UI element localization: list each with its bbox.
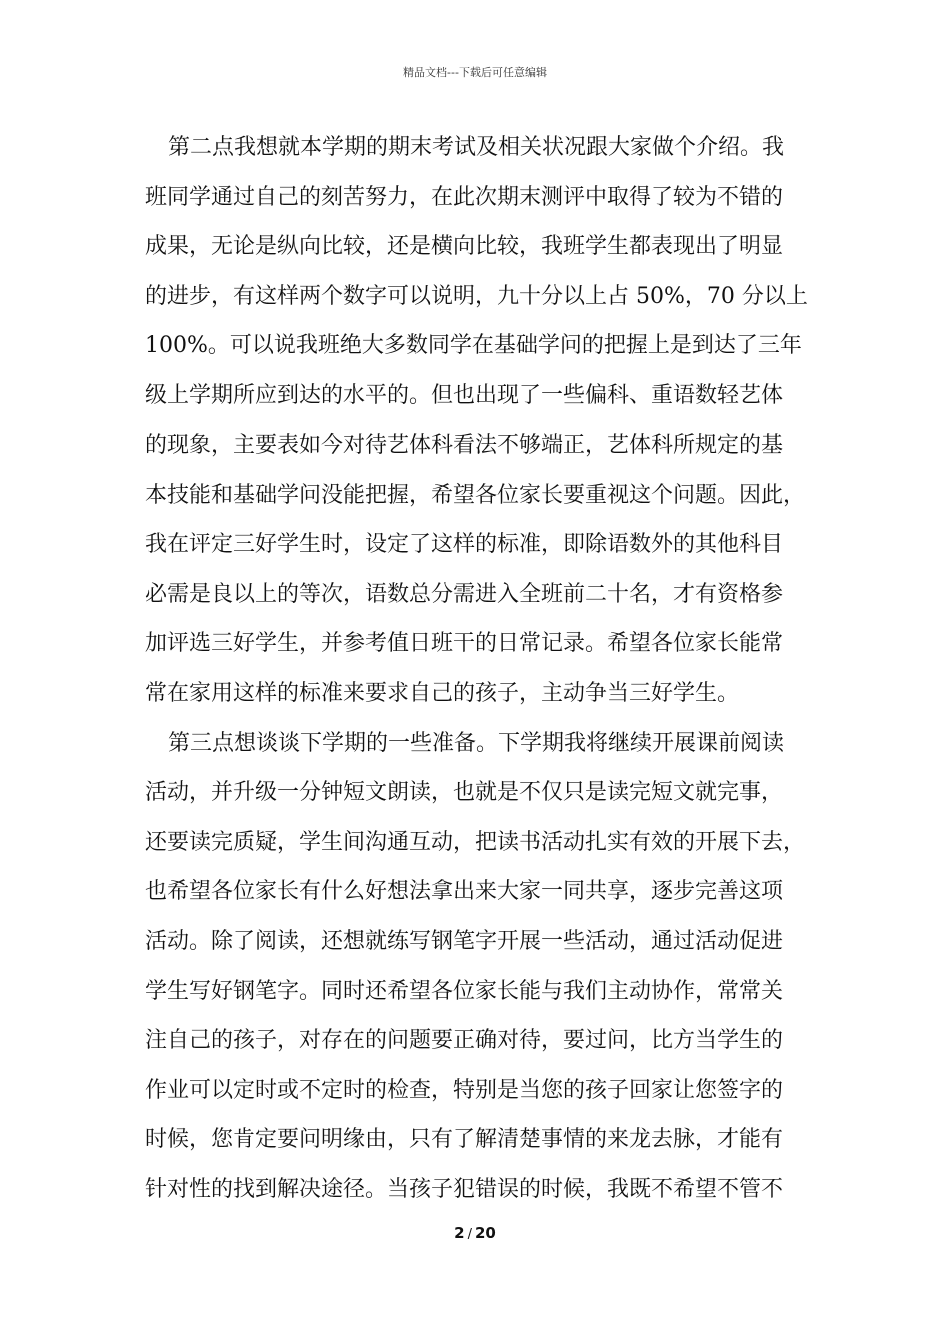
text-line: 作业可以定时或不定时的检查，特别是当您的孩子回家让您签字的 — [145, 1078, 784, 1103]
text-line: 100%。可以说我班绝大多数同学在基础学问的把握上是到达了三年 — [145, 333, 802, 358]
page-separator: / — [467, 1227, 472, 1242]
page-header: 精品文档---下载后可任意编辑 — [403, 66, 547, 79]
text-line: 加评选三好学生，并参考值日班干的日常记录。希望各位家长能常 — [145, 631, 784, 656]
text-line: 本技能和基础学问没能把握，希望各位家长要重视这个问题。因此， — [145, 483, 806, 508]
text-line: 学生写好钢笔字。同时还希望各位家长能与我们主动协作，常常关 — [145, 979, 784, 1004]
text-line: 针对性的找到解决途径。当孩子犯错误的时候，我既不希望不管不 — [145, 1177, 784, 1202]
text-line: 必需是良以上的等次，语数总分需进入全班前二十名，才有资格参 — [145, 582, 784, 607]
text-line: 也希望各位家长有什么好想法拿出来大家一同共享，逐步完善这项 — [145, 879, 784, 904]
text-line: 第二点我想就本学期的期末考试及相关状况跟大家做个介绍。我 — [168, 135, 785, 160]
text-line: 注自己的孩子，对存在的问题要正确对待，要过问，比方当学生的 — [145, 1028, 784, 1053]
text-line: 的进步，有这样两个数字可以说明，九十分以上占 50%，70 分以上 — [145, 284, 808, 309]
page-number — [0, 1224, 950, 1242]
text-line: 还要读完质疑，学生间沟通互动，把读书活动扎实有效的开展下去， — [145, 830, 806, 855]
text-line: 我在评定三好学生时，设定了这样的标准，即除语数外的其他科目 — [145, 532, 784, 557]
total-pages: 20 — [474, 1224, 496, 1242]
text-line: 时候，您肯定要问明缘由，只有了解清楚事情的来龙去脉，才能有 — [145, 1127, 784, 1152]
text-line: 第三点想谈谈下学期的一些准备。下学期我将继续开展课前阅读 — [168, 731, 785, 756]
text-line: 常在家用这样的标准来要求自己的孩子，主动争当三好学生。 — [145, 681, 740, 706]
text-line: 的现象，主要表如今对待艺体科看法不够端正，艺体科所规定的基 — [145, 433, 784, 458]
text-line: 级上学期所应到达的水平的。但也出现了一些偏科、重语数轻艺体 — [145, 383, 784, 408]
text-line: 活动。除了阅读，还想就练写钢笔字开展一些活动，通过活动促进 — [145, 929, 784, 954]
text-line: 班同学通过自己的刻苦努力，在此次期末测评中取得了较为不错的 — [145, 185, 784, 210]
text-line: 成果，无论是纵向比较，还是横向比较，我班学生都表现出了明显 — [145, 234, 784, 259]
text-line: 活动，并升级一分钟短文朗读，也就是不仅只是读完短文就完事， — [145, 780, 784, 805]
current-page: 2 — [454, 1224, 465, 1242]
